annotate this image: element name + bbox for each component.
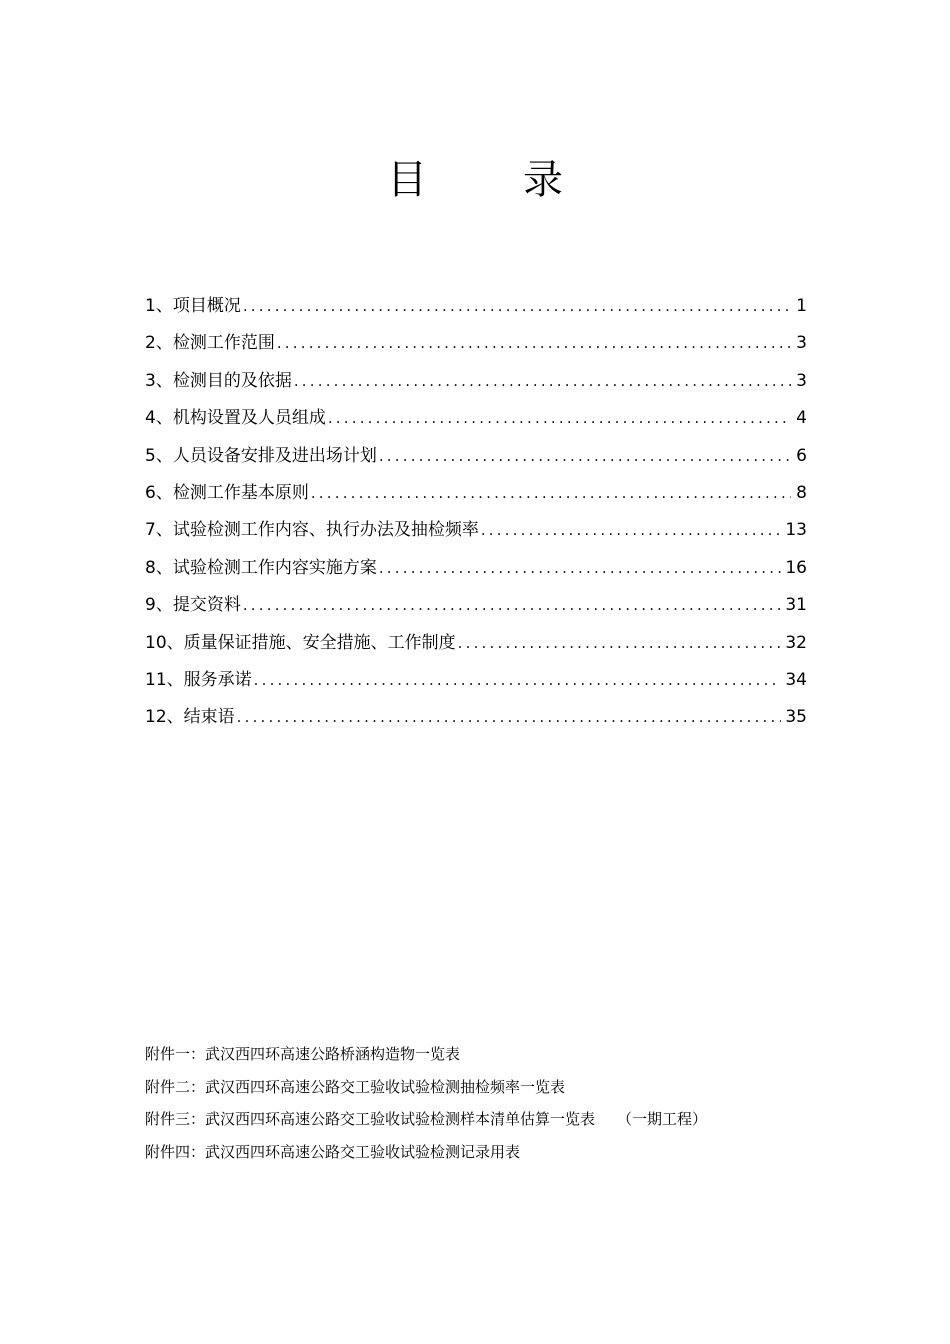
toc-entry-page: 31 xyxy=(785,595,807,616)
toc-entry[interactable] xyxy=(145,329,807,366)
toc-entry-label: 5、人员设备安排及进出场计划 xyxy=(145,445,377,466)
dot-leader xyxy=(294,367,791,395)
toc-entry-page: 8 xyxy=(796,482,807,503)
page-title xyxy=(0,152,950,208)
appendix-text: 附件四：武汉西四环高速公路交工验收试验检测记录用表 xyxy=(145,1142,521,1161)
appendix-item xyxy=(145,1073,845,1106)
toc-entry-label: 6、检测工作基本原则 xyxy=(145,482,309,503)
toc-entry-page: 1 xyxy=(796,296,807,316)
toc-entry-label: 7、试验检测工作内容、执行办法及抽检频率 xyxy=(145,520,479,541)
appendix-text: 附件二：武汉西四环高速公路交工验收试验检测抽检频率一览表 xyxy=(145,1077,566,1096)
dot-leader xyxy=(254,666,782,694)
toc-entry-label: 10、质量保证措施、安全措施、工作制度 xyxy=(145,632,456,653)
dot-leader xyxy=(328,404,791,432)
dot-leader xyxy=(481,516,782,544)
toc-entry[interactable] xyxy=(145,292,807,329)
toc-entry-page: 3 xyxy=(796,370,807,391)
toc-entry[interactable] xyxy=(145,591,807,628)
appendix-note: （一期工程） xyxy=(617,1110,708,1128)
toc-entry[interactable] xyxy=(145,404,807,441)
appendix-text: 附件三：武汉西四环高速公路交工验收试验检测样本清单估算一览表 xyxy=(145,1110,596,1128)
dot-leader xyxy=(379,442,791,470)
toc-entry[interactable] xyxy=(145,479,807,516)
toc-entry-page: 3 xyxy=(796,333,807,354)
toc-entry[interactable] xyxy=(145,554,807,591)
toc-entry-page: 6 xyxy=(796,445,807,466)
toc-entry[interactable] xyxy=(145,703,807,740)
toc-entry-label: 9、提交资料 xyxy=(145,595,241,616)
toc-entry-page: 13 xyxy=(785,520,807,541)
table-of-contents xyxy=(145,292,807,741)
appendix-text: 附件一：武汉西四环高速公路桥涵构造物一览表 xyxy=(145,1045,461,1063)
toc-entry-page: 32 xyxy=(785,632,807,653)
dot-leader xyxy=(379,554,782,582)
appendix-item xyxy=(145,1138,845,1171)
toc-entry-label: 2、检测工作范围 xyxy=(145,333,275,354)
dot-leader xyxy=(243,591,782,619)
toc-entry-page: 16 xyxy=(785,557,807,578)
dot-leader xyxy=(237,703,782,731)
title-char-2: 录 xyxy=(523,157,563,203)
dot-leader xyxy=(458,629,782,657)
toc-entry[interactable] xyxy=(145,516,807,553)
toc-entry[interactable] xyxy=(145,442,807,479)
appendix-item xyxy=(145,1040,845,1073)
toc-entry-label: 12、结束语 xyxy=(145,707,235,728)
toc-entry-page: 4 xyxy=(796,408,807,429)
toc-entry[interactable] xyxy=(145,666,807,703)
appendix-item xyxy=(145,1105,845,1138)
toc-entry-label: 3、检测目的及依据 xyxy=(145,370,292,391)
toc-entry-label: 4、机构设置及人员组成 xyxy=(145,408,326,429)
title-char-1: 目 xyxy=(387,157,427,203)
dot-leader xyxy=(243,292,791,320)
appendix-list xyxy=(145,1040,845,1170)
toc-entry-label: 11、服务承诺 xyxy=(145,669,252,690)
toc-entry-page: 34 xyxy=(785,669,807,690)
toc-entry[interactable] xyxy=(145,367,807,404)
dot-leader xyxy=(277,329,791,357)
toc-entry[interactable] xyxy=(145,629,807,666)
toc-entry-label: 8、试验检测工作内容实施方案 xyxy=(145,557,377,578)
toc-entry-label: 1、项目概况 xyxy=(145,296,241,316)
dot-leader xyxy=(311,479,791,507)
toc-entry-page: 35 xyxy=(785,707,807,728)
